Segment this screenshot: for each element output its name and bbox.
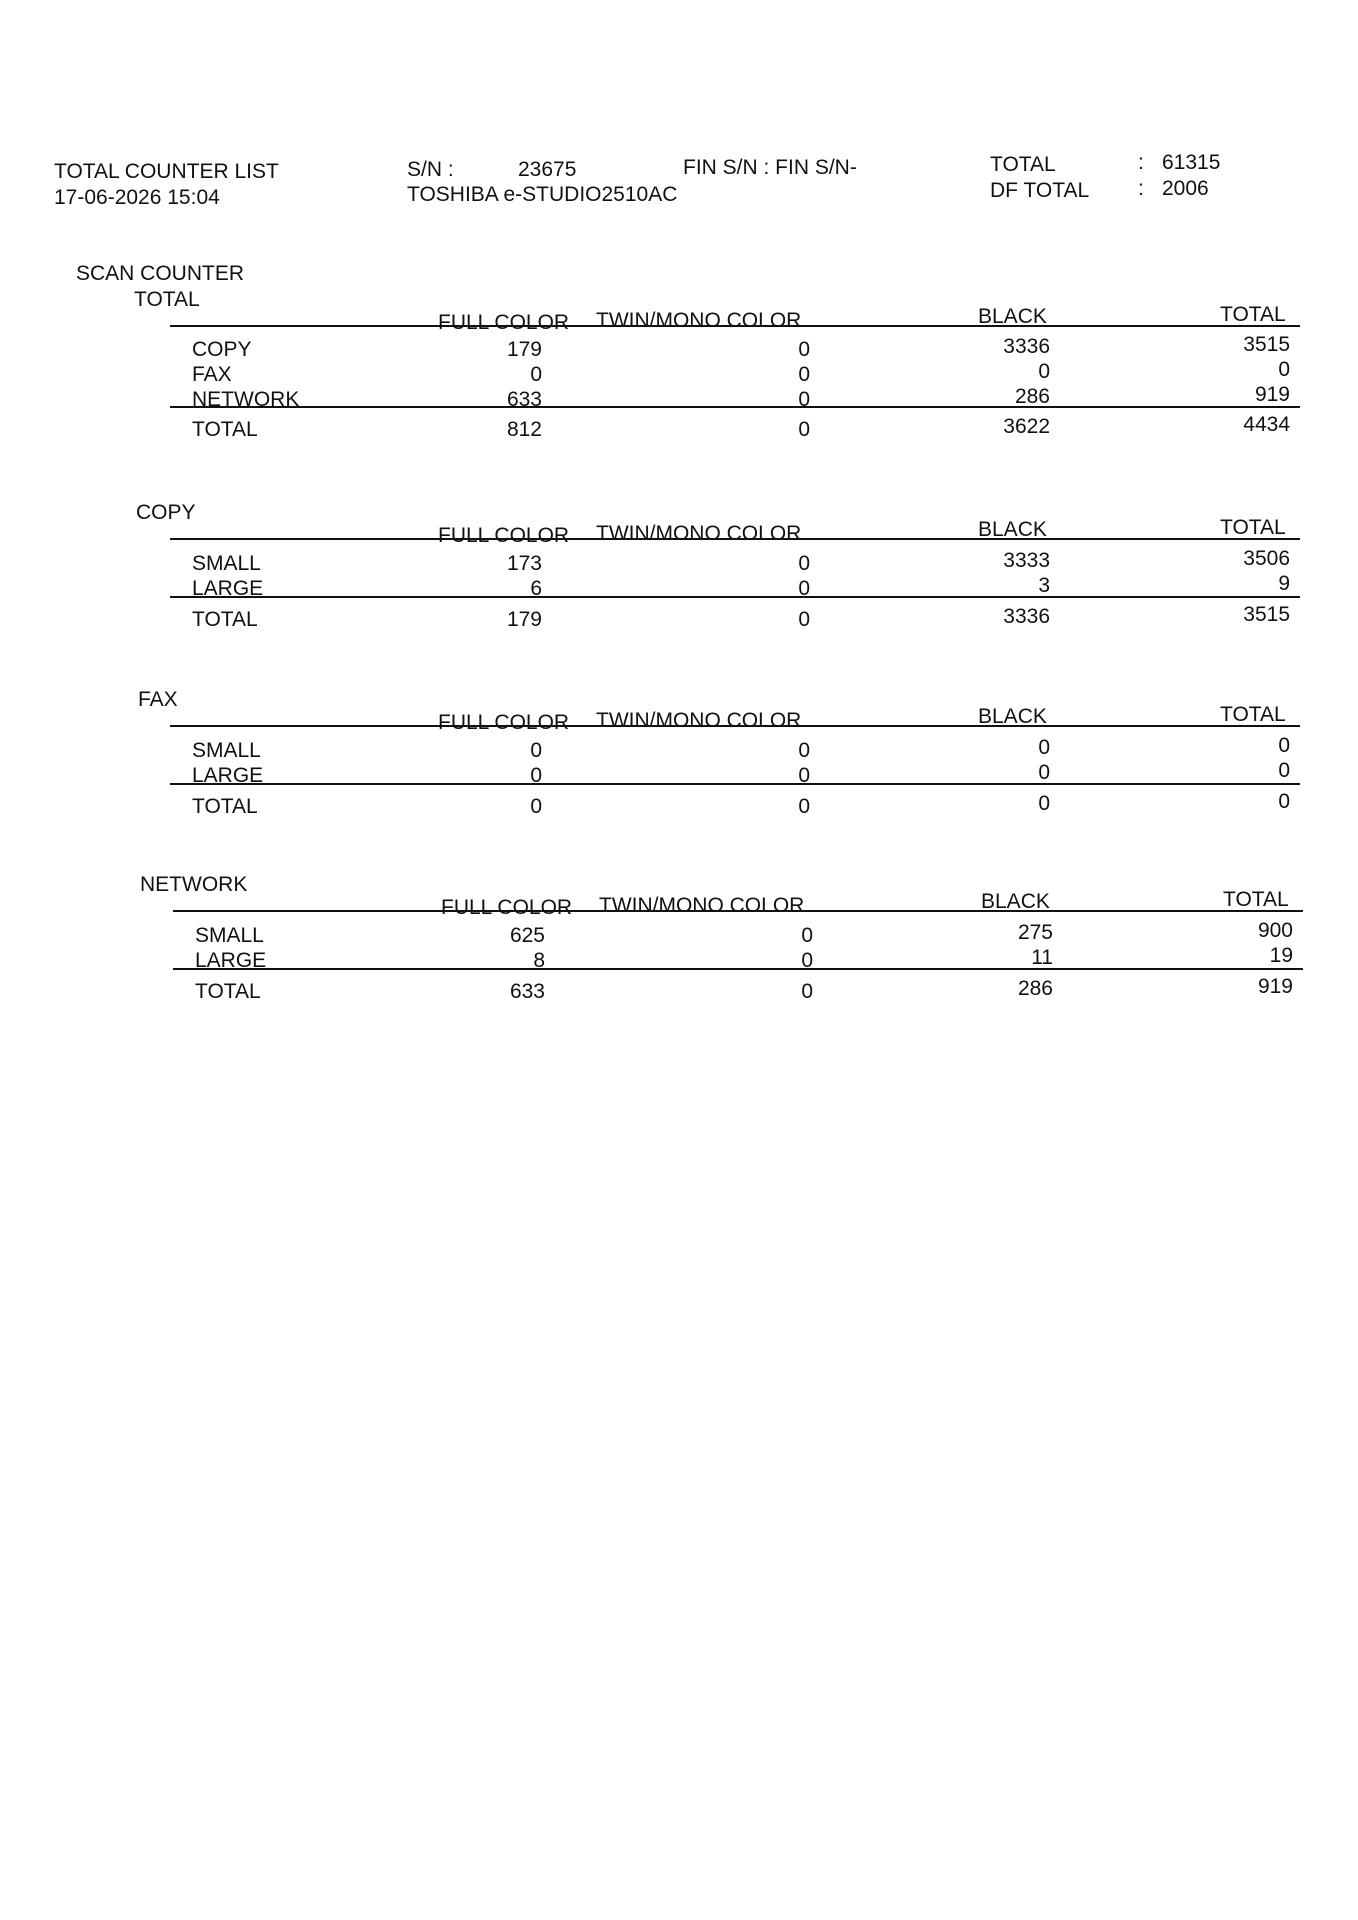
row-label: LARGE bbox=[192, 764, 264, 787]
row-label: SMALL bbox=[195, 924, 264, 947]
serial-number-label: S/N : bbox=[407, 158, 454, 181]
value-twin-mono-color: 0 bbox=[798, 388, 810, 411]
scan-counter-subtitle: TOTAL bbox=[134, 288, 200, 311]
total-separator: : bbox=[1138, 151, 1144, 174]
col-twin-mono-color: TWIN/MONO COLOR bbox=[596, 522, 802, 545]
df-total-label: DF TOTAL bbox=[990, 179, 1090, 202]
value-full-color: 625 bbox=[509, 924, 545, 947]
value-black: 11 bbox=[1031, 946, 1053, 969]
row-label: SMALL bbox=[192, 552, 261, 575]
total-twin-mono-color: 0 bbox=[798, 795, 810, 818]
total-rule bbox=[170, 406, 1300, 408]
section-title-network: NETWORK bbox=[140, 873, 248, 896]
value-black: 0 bbox=[1038, 736, 1050, 759]
value-twin-mono-color: 0 bbox=[798, 338, 810, 361]
value-total: 19 bbox=[1269, 944, 1293, 967]
total-total: 919 bbox=[1257, 975, 1293, 998]
total-twin-mono-color: 0 bbox=[798, 608, 810, 631]
total-row-label: TOTAL bbox=[195, 980, 261, 1003]
row-label: NETWORK bbox=[192, 388, 300, 411]
value-total: 0 bbox=[1278, 759, 1290, 782]
total-value: 61315 bbox=[1162, 151, 1221, 174]
col-twin-mono-color: TWIN/MONO COLOR bbox=[596, 309, 802, 332]
value-black: 286 bbox=[1014, 385, 1050, 408]
value-full-color: 0 bbox=[530, 363, 542, 386]
total-rule bbox=[173, 968, 1303, 970]
scan-counter-title: SCAN COUNTER bbox=[76, 262, 245, 285]
value-black: 0 bbox=[1038, 761, 1050, 784]
value-twin-mono-color: 0 bbox=[798, 363, 810, 386]
finisher-serial-number: FIN S/N : FIN S/N- bbox=[683, 156, 857, 179]
total-row-label: TOTAL bbox=[192, 795, 258, 818]
value-total: 9 bbox=[1278, 572, 1290, 595]
header-rule bbox=[173, 910, 1303, 912]
header-rule bbox=[170, 538, 1300, 540]
total-row bbox=[173, 975, 1313, 1004]
total-black: 3622 bbox=[1003, 415, 1050, 438]
value-total: 3506 bbox=[1243, 547, 1290, 570]
row-label: LARGE bbox=[192, 577, 264, 600]
col-black: BLACK bbox=[981, 890, 1050, 913]
value-full-color: 0 bbox=[530, 764, 542, 787]
table-row bbox=[173, 919, 1313, 948]
col-full-color: FULL COLOR bbox=[438, 524, 570, 547]
value-total: 919 bbox=[1254, 383, 1290, 406]
value-black: 0 bbox=[1038, 360, 1050, 383]
total-row-label: TOTAL bbox=[192, 418, 258, 441]
col-twin-mono-color: TWIN/MONO COLOR bbox=[596, 709, 802, 732]
df-total-value: 2006 bbox=[1162, 177, 1209, 200]
table-row bbox=[170, 734, 1310, 763]
col-black: BLACK bbox=[978, 305, 1047, 328]
list-title: TOTAL COUNTER LIST bbox=[54, 160, 279, 183]
table-row bbox=[170, 547, 1310, 576]
value-total: 3515 bbox=[1243, 333, 1290, 356]
value-twin-mono-color: 0 bbox=[801, 924, 813, 947]
value-full-color: 633 bbox=[506, 388, 542, 411]
total-row bbox=[170, 790, 1310, 819]
col-full-color: FULL COLOR bbox=[438, 311, 570, 334]
total-row bbox=[170, 603, 1310, 632]
value-black: 3333 bbox=[1003, 549, 1050, 572]
total-black: 0 bbox=[1038, 792, 1050, 815]
total-black: 286 bbox=[1017, 977, 1053, 1000]
value-twin-mono-color: 0 bbox=[798, 764, 810, 787]
value-total: 900 bbox=[1257, 919, 1293, 942]
serial-number-value: 23675 bbox=[518, 158, 577, 181]
value-full-color: 6 bbox=[530, 577, 542, 600]
value-twin-mono-color: 0 bbox=[798, 739, 810, 762]
total-full-color: 179 bbox=[506, 608, 542, 631]
value-black: 275 bbox=[1017, 921, 1053, 944]
total-total: 4434 bbox=[1243, 413, 1290, 436]
section-title-fax: FAX bbox=[138, 688, 178, 711]
row-label: LARGE bbox=[195, 949, 267, 972]
total-full-color: 633 bbox=[509, 980, 545, 1003]
df-total-separator: : bbox=[1138, 177, 1144, 200]
value-full-color: 0 bbox=[530, 739, 542, 762]
col-full-color: FULL COLOR bbox=[438, 711, 570, 734]
total-row-label: TOTAL bbox=[192, 608, 258, 631]
total-full-color: 0 bbox=[530, 795, 542, 818]
col-twin-mono-color: TWIN/MONO COLOR bbox=[599, 894, 805, 917]
row-label: SMALL bbox=[192, 739, 261, 762]
table-row bbox=[170, 333, 1310, 362]
col-total: TOTAL bbox=[1220, 703, 1286, 726]
value-twin-mono-color: 0 bbox=[798, 552, 810, 575]
value-twin-mono-color: 0 bbox=[801, 949, 813, 972]
value-full-color: 173 bbox=[506, 552, 542, 575]
col-full-color: FULL COLOR bbox=[441, 896, 573, 919]
total-total: 0 bbox=[1278, 790, 1290, 813]
total-black: 3336 bbox=[1003, 605, 1050, 628]
report-datetime: 17-06-2026 15:04 bbox=[54, 186, 220, 209]
total-total: 3515 bbox=[1243, 603, 1290, 626]
header-rule bbox=[170, 325, 1300, 327]
value-full-color: 179 bbox=[506, 338, 542, 361]
value-total: 0 bbox=[1278, 358, 1290, 381]
col-total: TOTAL bbox=[1223, 888, 1289, 911]
total-label: TOTAL bbox=[990, 153, 1056, 176]
header-rule bbox=[170, 725, 1300, 727]
col-total: TOTAL bbox=[1220, 516, 1286, 539]
row-label: FAX bbox=[192, 363, 232, 386]
total-rule bbox=[170, 783, 1300, 785]
row-label: COPY bbox=[192, 338, 252, 361]
total-full-color: 812 bbox=[506, 418, 542, 441]
col-total: TOTAL bbox=[1220, 303, 1286, 326]
total-twin-mono-color: 0 bbox=[801, 980, 813, 1003]
total-rule bbox=[170, 596, 1300, 598]
value-total: 0 bbox=[1278, 734, 1290, 757]
device-model: TOSHIBA e-STUDIO2510AC bbox=[407, 183, 678, 206]
value-full-color: 8 bbox=[533, 949, 545, 972]
section-title-copy: COPY bbox=[136, 501, 196, 524]
value-black: 3 bbox=[1038, 574, 1050, 597]
total-twin-mono-color: 0 bbox=[798, 418, 810, 441]
value-black: 3336 bbox=[1003, 335, 1050, 358]
col-black: BLACK bbox=[978, 518, 1047, 541]
table-row bbox=[170, 383, 1310, 412]
col-black: BLACK bbox=[978, 705, 1047, 728]
total-row bbox=[170, 413, 1310, 442]
value-twin-mono-color: 0 bbox=[798, 577, 810, 600]
table-row bbox=[170, 358, 1310, 387]
